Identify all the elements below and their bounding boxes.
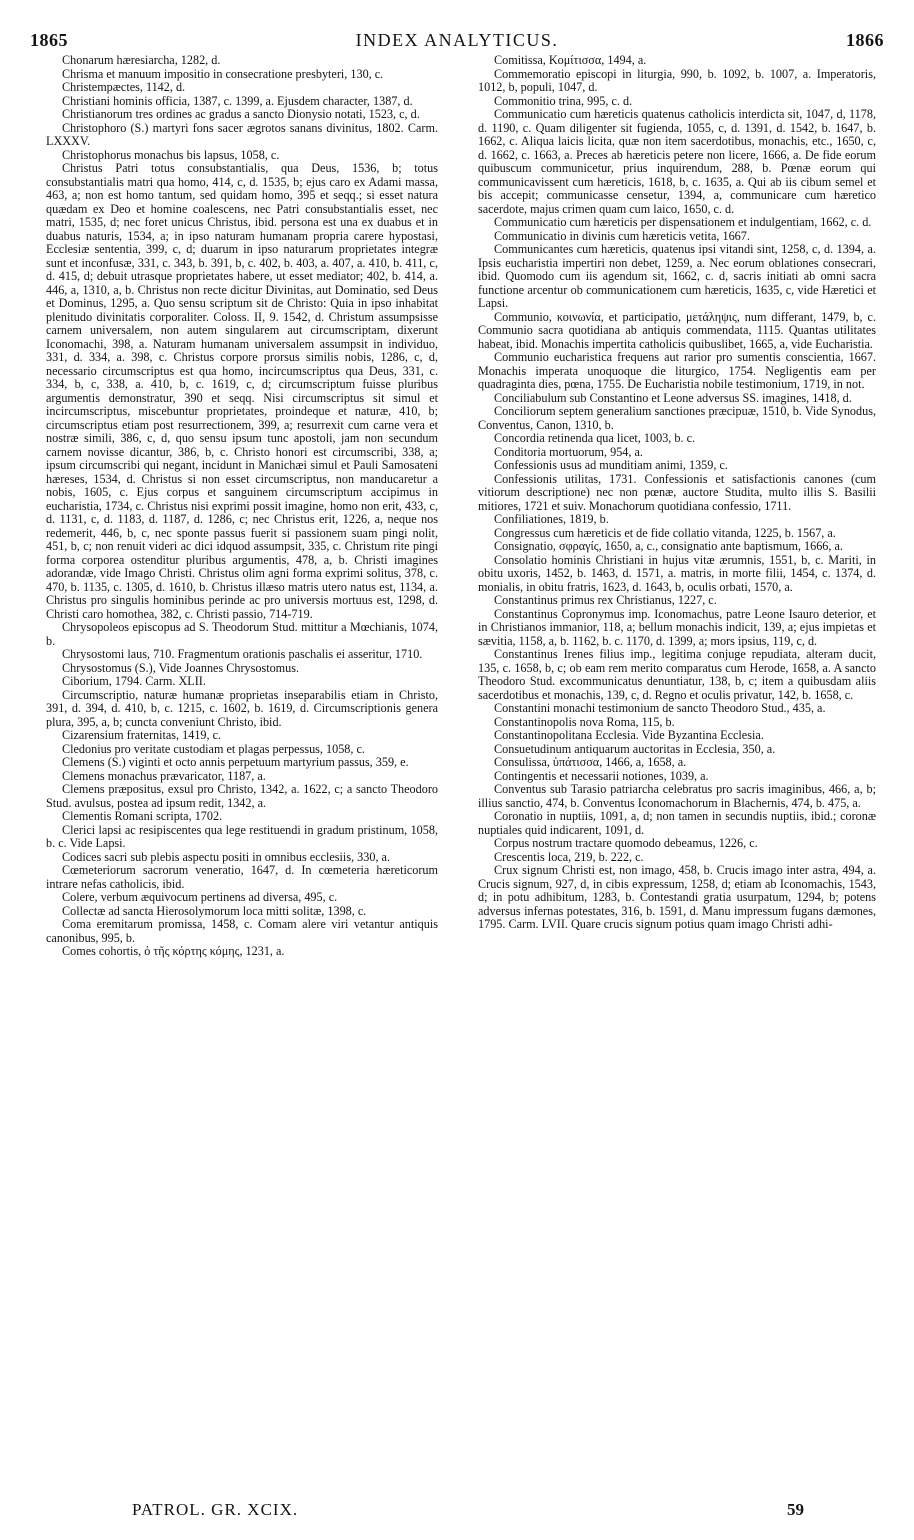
index-entry: Crux signum Christi est, non imago, 458, b. Crucis imago inter astra, 494, a. Crucis signum, 927, d, in cibis expressum, 1258, d; etiam ab Iconomachis, 1543, d; in potu adhibitum, 1283, b. Contestandi gratia usurpatum, 1294, b; potens adversus infernas potestates, 316, b. 1591, d. Manu impressum fugans dæmones, 1795. Carm. LVII. Quare crucis signum potius quam imago Christi adhi- — [478, 863, 876, 931]
index-entry: Cledonius pro veritate custodiam et plagas perpessus, 1058, c. — [62, 741, 365, 756]
index-entry: Congressus cum hæreticis et de fide collatio vitanda, 1225, b. 1567, a. — [494, 525, 836, 540]
index-entry: Christianorum tres ordines ac gradus a sancto Dionysio notati, 1523, c, d. — [62, 107, 420, 121]
index-entry: Christus Patri totus consubstantialis, qua Deus, 1536, b; totus consubstantialis matri qua homo, 414, c, d. 1535, b; ejus caro ex Adami massa, 463, a; non est homo tantum, sed quidam homo, 395 et seqq.; si esset natura quædam ex Deo et homine coalescens, nec Patri consubstantialis esset, nec matri, 1535, d; nec foret unicus Christus, ibid. persona est una ex duabus et in duabus naturis, 1534, a; in ipso naturam humanam propria carere hypostasi, Ecclesiæ sententia, 399, c, d; duarum in ipso naturarum proprietates integræ sunt et inconfusæ, 331, c. 343, b. 391, b, c. 402, b. 403, a. 407, a. 410, b. 411, c, d. 415, d; debuit utrasque proprietates habere, ut esset mediator; 402, b. 414, a. 446, a, 1310, a, b. Christus non recte dicitur Divinitas, aut Dominatio, sed Deus et Dominus, 1295, a. Quo sensu scriptum sit de Christo: Quia in ipso inhabitat plenitudo divinitatis corporaliter. Coloss. II, 9. 1542, d. Christum assumpsisse carnem universalem, non autem singularem aut circumscriptam, dixerunt Iconomachi, 398, a. Naturam humanam universalem assumpsit in individuo, 331, d. 334, a. 398, c. Christus corpore prorsus similis nobis, 1286, c, d, necessario circumscriptus est qua homo, incircumscriptus qua Deus, 331, c. 334, b, c, 338, a. 410, b, c. 1619, c, d; circumscriptum fuisse pluribus argumentis demonstratur, 390 et seqq. Nisi circumscriptus sit simul et incircumscriptus, miscebuntur proprietates, proindeque et naturæ, 410, b; circumscriptus etiam post resurrectionem, 399, a; resurrexit cum carne vera et nostræ simili, 386, c, d, quo sensu ipsum tunc apostoli, jam non secundum carnem novisse dicantur, 386, b, c. Christo honori est circumscribi, 338, a; ipsum circumscribi qui negant, incidunt in Manichæi simul et Pauli Samosateni hæreses, 1534, d. Christus si non esset circumscriptus, non manducaretur a nobis, 1605, c. Ejus corpus et sanguinem circumscriptum accipimus in eucharistia, 1734, c. Christus nisi exprimi possit imagine, homo non erit, 433, c, d. 1131, c, d. 1183, d. 1187, d. 1286, c; nec Christus erit, 1226, a, neque nos redemerit, 446, b, c, nec sponte passus fuerit si passionem suam pingi nolit, 451, b, c; non renuit videri ac dici idquod assumpsit, 335, c. Christum rite pingi forma corporea ostenditur pluribus argumentis, 478, a, b. Christi imagines adorandæ, vide Imago Christi. Christus olim agni forma exprimi solitus, 378, c. 470, b. 1135, c. 1305, d. 1610, b. Christus illæso matris utero natus est, 1134, a. Christus pro singulis hominibus perinde ac pro universis mortuus est, 1298, d. Christi caro homothea, 382, c. Christi passio, 714-719. — [46, 161, 438, 621]
index-entry: Chrysopoleos episcopus ad S. Theodorum Stud. mittitur a Mœchianis, 1074, b. — [46, 620, 438, 648]
index-entry: Confiliationes, 1819, b. — [494, 512, 609, 526]
left-page-number: 1865 — [30, 30, 68, 50]
left-column — [46, 54, 438, 959]
index-entry: Communicatio cum hæreticis per dispensationem et indulgentiam, 1662, c. d. — [494, 215, 872, 229]
index-entry: Christempæctes, 1142, d. — [62, 80, 186, 94]
index-entry: Christophorus monachus bis lapsus, 1058, c. — [62, 147, 280, 162]
volume-signature: PATROL. GR. XCIX. — [132, 1500, 299, 1519]
index-entry: Christophoro (S.) martyri fons sacer ægrotos sanans divinitus, 1802. Carm. LXXXV. — [46, 120, 438, 148]
index-entry: Constantinus primus rex Christianus, 1227, c. — [494, 593, 717, 607]
index-entry: Collectæ ad sancta Hierosolymorum loca mitti solitæ, 1398, c. — [62, 903, 367, 918]
index-entry: Constantinus Copronymus imp. Iconomachus, patre Leone Isauro deterior, et in Christianos immanior, 118, a; bellum monachis indicit, 139, a; ejus impietas et sævitia, 1158, a, b. 1162, b. c. 1170, d. 1399, a; mors ipsius, 119, c, d. — [478, 606, 876, 648]
index-entry: Comitissa, Κομίτισσα, 1494, a. — [494, 53, 647, 67]
index-entry: Clerici lapsi ac resipiscentes qua lege restituendi in gradum pristinum, 1058, b. c. Vide Lapsi. — [46, 822, 438, 850]
index-entry: Communicantes cum hæreticis, quatenus ipsi vitandi sint, 1258, c, d. 1394, a. Ipsis eucharistia impertiri non debet, 1259, a. Nec eorum oblationes consecrari, ibid. Quomodo cum iis agendum sit, 1662, c. d, sacris initiati ab omni sacra functione arcentur ob communicationem cum hæreticis, 1635, c, vide Hæretici et Lapsi. — [478, 242, 876, 310]
index-entry: Crescentis loca, 219, b. 222, c. — [494, 849, 644, 864]
right-page-number: 1866 — [846, 30, 884, 50]
index-entry: Communio eucharistica frequens aut rarior pro sumentis conscientia, 1667. Monachis imperata unoquoque die liturgico, 1754. Negligentis eam per quadraginta dies, pœna, 1755. De Eucharistia nobile testimonium, 1719, in not. — [478, 350, 876, 391]
index-entry: Colere, verbum æquivocum pertinens ad diversa, 495, c. — [62, 890, 338, 904]
index-entry: Conciliorum septem generalium sanctiones præcipuæ, 1510, b. Vide Synodus, Conventus, Canon, 1310, b. — [478, 404, 876, 432]
index-entry: Contingentis et necessarii notiones, 1039, a. — [494, 768, 709, 783]
index-entry: Chrisma et manuum impositio in consecratione presbyteri, 130, c. — [62, 66, 384, 81]
index-entry: Concordia retinenda qua licet, 1003, b. c. — [494, 431, 696, 445]
index-entry: Codices sacri sub plebis aspectu positi in omnibus ecclesiis, 330, a. — [62, 849, 390, 864]
index-entry: Consignatio, σφραγίς, 1650, a, c., consignatio ante baptismum, 1666, a. — [494, 539, 843, 553]
index-entry: Constantinopolitana Ecclesia. Vide Byzantina Ecclesia. — [494, 728, 764, 742]
index-entry: Conditoria mortuorum, 954, a. — [494, 444, 643, 459]
index-entry: Commemoratio episcopi in liturgia, 990, b. 1092, b. 1007, a. Imperatoris, 1012, b, populi, 1047, d. — [478, 66, 876, 94]
index-entry: Chonarum hæresiarcha, 1282, d. — [62, 53, 221, 67]
index-entry: Cœmeteriorum sacrorum veneratio, 1647, d. In cœmeteria hæreticorum intrare nefas catholicis, ibid. — [46, 863, 438, 891]
index-entry: Communio, κοινωνία, et participatio, μετάληψις, num differant, 1479, b, c. Communio sacra quotidiana ab antiquis commendata, 1115. Quantas utilitates habeat, ibid. Monachis impertita catholicis quibuslibet, 1665, a, vide Eucharistia. — [478, 309, 876, 351]
page-footer — [0, 1500, 914, 1524]
index-entry: Consolatio hominis Christiani in hujus vitæ ærumnis, 1551, b, c. Mariti, in obitu uxoris, 1452, b. 1463, d. 1571, a. matris, in morte filii, 1454, c. 1374, d. monialis, in obitu fratris, 1623, d. 1643, b, oculis orbati, 1570, a. — [478, 552, 876, 594]
index-entry: Clemens (S.) viginti et octo annis perpetuum martyrium passus, 359, e. — [62, 755, 409, 769]
index-entry: Constantini monachi testimonium de sancto Theodoro Stud., 435, a. — [494, 701, 826, 715]
index-entry: Chrysostomus (S.), Vide Joannes Chrysostomus. — [62, 660, 300, 675]
index-entry: Chrysostomi laus, 710. Fragmentum orationis paschalis ei asseritur, 1710. — [62, 647, 423, 661]
index-entry: Communicatio in divinis cum hæreticis vetita, 1667. — [494, 228, 750, 243]
index-entry: Corpus nostrum tractare quomodo debeamus, 1226, c. — [494, 836, 758, 850]
index-entry: Christiani hominis officia, 1387, c. 1399, a. Ejusdem character, 1387, d. — [62, 93, 413, 108]
index-entry: Conciliabulum sub Constantino et Leone adversus SS. imagines, 1418, d. — [494, 390, 852, 405]
index-entry: Conventus sub Tarasio patriarcha celebratus pro sacris imaginibus, 466, a, b; illius sanctio, 474, b. Conventus Iconomachorum in Blachernis, 474, b. 475, a. — [478, 782, 876, 810]
index-entry: Consulissa, ὑπάτισσα, 1466, a, 1658, a. — [494, 755, 687, 769]
index-entry: Coronatio in nuptiis, 1091, a, d; non tamen in secundis nuptiis, ibid.; coronæ nuptiales quid indicarent, 1091, d. — [478, 809, 876, 837]
index-entry: Constantinus Irenes filius imp., legitima conjuge repudiata, alteram ducit, 135, c. 1658, b, c; ob eam rem merito comparatus cum Herode, 1658, a. A sancto Theodoro Stud. excommunicatus denuntiatur, 138, b, c; item a quibusdam aliis sacerdotibus et monachis, 139, c, d. Regno et oculis privatur, 142, b. 1658, c. — [478, 647, 876, 702]
index-entry: Cizarensium fraternitas, 1419, c. — [62, 728, 222, 742]
index-entry: Clemens præpositus, exsul pro Christo, 1342, a. 1622, c; a sancto Theodoro Stud. avulsus, postea ad ipsum redit, 1342, a. — [46, 782, 438, 810]
index-entry: Consuetudinum antiquarum auctoritas in Ecclesia, 350, a. — [494, 741, 776, 756]
running-title: INDEX ANALYTICUS. — [355, 30, 559, 50]
index-entry: Constantinopolis nova Roma, 115, b. — [494, 714, 675, 729]
index-entry: Comes cohortis, ὁ τῆς κόρτης κόμης, 1231, a. — [62, 944, 285, 958]
index-entry: Communicatio cum hæreticis quatenus catholicis interdicta sit, 1047, d, 1178, d. 1190, c. Quam diligenter sit fugienda, 1055, c, d. 1391, d. 1542, b. 1647, b. 1662, c. Aliqua laicis licita, quæ non item sacerdotibus, monachis, etc., 1650, c, d. 1662, c. 1663, a. Preces ab hæreticis petere non licere, 1666, a. De fide eorum quibuscum communicetur, prius inquirendum, 288, b. Pœnæ eorum qui communicavissent cum hæreticis, 1618, b, c. 1635, a. Qui ab iis cibum semel et bis accepit; communicasse censetur, 1394, a, communicare cum hæretico sacerdote, majus crimen quam cum laico, 1650, c. d. — [478, 107, 876, 216]
index-entry: Confessionis utilitas, 1731. Confessionis et satisfactionis canones (cum vitiorum descriptione) nec non pœnæ, auctore Studita, multo illis S. Basilii mitiores, 1721 et suiv. Monachorum quotidiana confessio, 1711. — [478, 471, 876, 513]
gathering-signature: 59 — [787, 1500, 804, 1519]
index-entry: Coma eremitarum promissa, 1458, c. Comam alere viri vetantur antiquis canonibus, 995, b. — [46, 917, 438, 945]
index-entry: Ciborium, 1794. Carm. XLII. — [62, 674, 206, 688]
index-entry: Confessionis usus ad munditiam animi, 1359, c. — [494, 458, 728, 472]
right-column — [478, 54, 876, 932]
index-entry: Clemens monachus prævaricator, 1187, a. — [62, 768, 266, 783]
index-entry: Clementis Romani scripta, 1702. — [62, 809, 223, 823]
index-entry: Commonitio trina, 995, c. d. — [494, 93, 633, 108]
index-entry: Circumscriptio, naturæ humanæ proprietas inseparabilis etiam in Christo, 391, d. 394, d. 410, b, c. 1215, c. 1602, b. 1619, d. Circumscriptionis genera plura, 395, a, b; cuncta conveniunt Christo, ibid. — [46, 687, 438, 729]
